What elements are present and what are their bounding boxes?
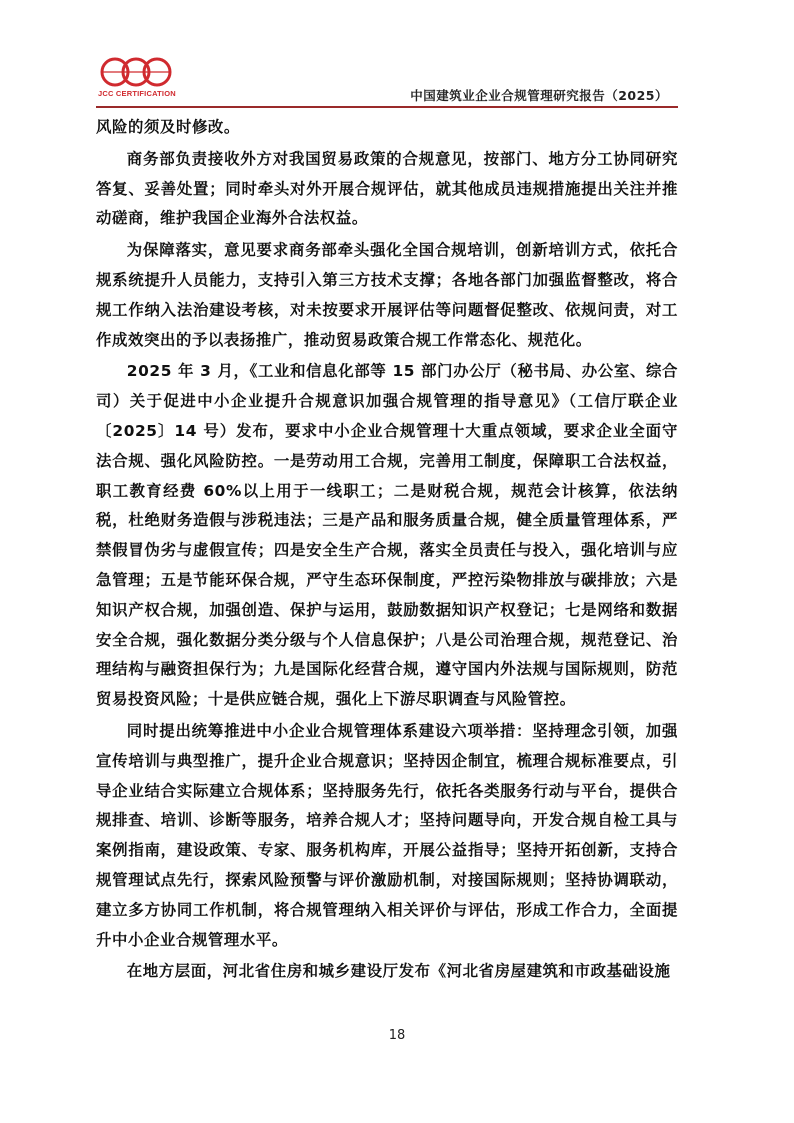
paragraph: 同时提出统筹推进中小企业合规管理体系建设六项举措：坚持理念引领，加强宣传培训与典型推广，提升企业合规意识；坚持因企制宜，梳理合规标准要点，引导企业结合实际建立合规体系；坚持服务先行，依托各类服务行动与平台，提供合规排查、培训、诊断等服务，培养合规人才；坚持问题导向，开发合规自检工具与案例指南，建设政策、专家、服务机构库，开展公益指导；坚持开拓创新，支持合规管理试点先行，探索风险预警与评价激励机制，对接国际规则；坚持协调联动，建立多方协同工作机制，将合规管理纳入相关评价与评估，形成工作合力，全面提升中小企业合规管理水平。 — [96, 721, 678, 949]
logo-text: JCC CERTIFICATION — [98, 89, 176, 98]
document-body — [96, 113, 678, 989]
jcc-logo — [98, 55, 174, 101]
jcc-rings-icon — [98, 55, 174, 89]
paragraph: 2025 年 3 月，《工业和信息化部等 15 部门办公厅（秘书局、办公室、综合司）关于促进中小企业提升合规意识加强合规管理的指导意见》（工信厅联企业〔2025〕14 号）发布，要求中小企业合规管理十大重点领域，要求企业全面守法合规、强化风险防控。一是劳动用工合规，完善用工制度，保障职工合法权益，职工教育经费 60%以上用于一线职工；二是财税合规，规范会计核算，依法纳税，杜绝财务造假与涉税违法；三是产品和服务质量合规，健全质量管理体系，严禁假冒伪劣与虚假宣传；四是安全生产合规，落实全员责任与投入，强化培训与应急管理；五是节能环保合规，严守生态环保制度，严控污染物排放与碳排放；六是知识产权合规，加强创造、保护与运用，鼓励数据知识产权登记；七是网络和数据安全合规，强化数据分类分级与个人信息保护；八是公司治理合规，规范登记、治理结构与融资担保行为；九是国际化经营合规，遵守国内外法规与国际规则，防范贸易投资风险；十是供应链合规，强化上下游尽职调查与风险管控。 — [96, 362, 678, 709]
page-number: 18 — [388, 1028, 406, 1043]
paragraph: 在地方层面，河北省住房和城乡建设厅发布《河北省房屋建筑和市政基础设施 — [126, 962, 671, 981]
paragraph: 为保障落实，意见要求商务部牵头强化全国合规培训，创新培训方式，依托合规系统提升人员能力，支持引入第三方技术支撑；各地各部门加强监督整改，将合规工作纳入法治建设考核，对未按要求开展评估等问题督促整改、依规问责，对工作成效突出的予以表扬推广，推动贸易政策合规工作常态化、规范化。 — [96, 241, 678, 349]
paragraph: 风险的须及时修改。 — [96, 118, 240, 136]
header-divider — [96, 106, 678, 108]
header-title: 中国建筑业企业合规管理研究报告（2025） — [410, 88, 668, 103]
paragraph: 商务部负责接收外方对我国贸易政策的合规意见，按部门、地方分工协同研究答复、妥善处置；同时牵头对外开展合规评估，就其他成员违规措施提出关注并推动磋商，维护我国企业海外合法权益。 — [96, 149, 678, 228]
